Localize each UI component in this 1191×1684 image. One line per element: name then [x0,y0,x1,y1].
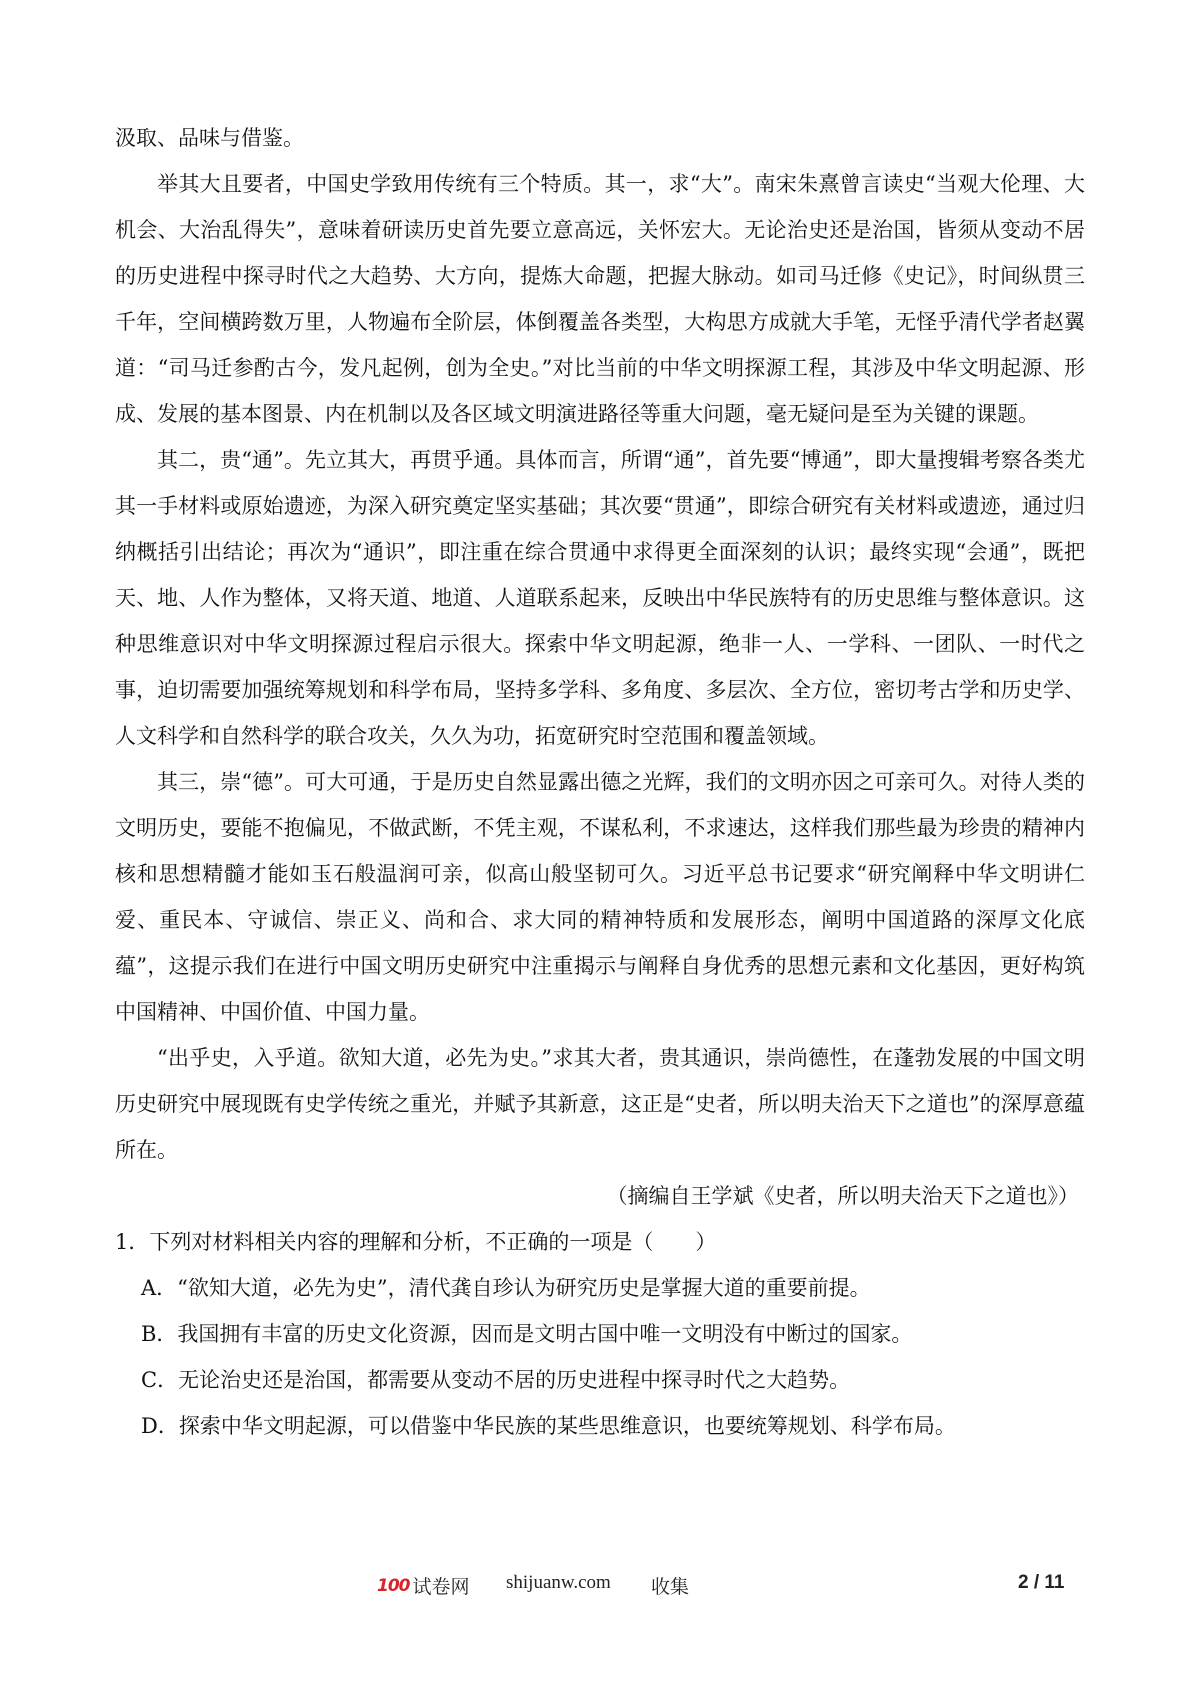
paragraph-1: 汲取、品味与借鉴。 [115,126,304,150]
collect-label: 收集 [651,1577,690,1598]
option-d: D．探索中华文明起源，可以借鉴中华民族的某些思维意识，也要统筹规划、科学布局。 [141,1414,956,1438]
logo-mark: 100 [377,1575,410,1596]
logo-text: 试卷网 [412,1577,470,1598]
question-stem: 1．下列对材料相关内容的理解和分析，不正确的一项是（ ） [115,1230,717,1254]
paragraph-4: 其三，崇“德”。可大可通，于是历史自然显露出德之光辉，我们的文明亦因之可亲可久。对待人类的文明历史，要能不抱偏见，不做武断，不凭主观，不谋私利，不求速达，这样我们那些最为珍贵的精神内核和思想精髓才能如玉石般温润可亲，似高山般坚韧可久。习近平总书记要求“研究阐释中华文明讲仁爱、重民本、守诚信、崇正义、尚和合、求大同的精神特质和发展形态，阐明中国道路的深厚文化底蕴”，这提示我们在进行中国文明历史研究中注重揭示与阐释自身优秀的思想元素和文化基因，更好构筑中国精神、中国价值、中国力量。 [115,770,1085,1024]
page-footer [0,1572,1191,1602]
paragraph-2: 举其大且要者，中国史学致用传统有三个特质。其一，求“大”。南宋朱熹曾言读史“当观大伦理、大机会、大治乱得失”，意味着研读历史首先要立意高远，关怀宏大。无论治史还是治国，皆须从变动不居的历史进程中探寻时代之大趋势、大方向，提炼大命题，把握大脉动。如司马迁修《史记》，时间纵贯三千年，空间横跨数万里，人物遍布全阶层，体倒覆盖各类型，大构思方成就大手笔，无怪乎清代学者赵翼道：“司马迁参酌古今，发凡起例，创为全史。”对比当前的中华文明探源工程，其涉及中华文明起源、形成、发展的基本图景、内在机制以及各区域文明演进路径等重大问题，毫无疑问是至为关键的课题。 [115,172,1085,426]
paragraph-5: “出乎史，入乎道。欲知大道，必先为史。”求其大者，贵其通识，崇尚德性，在蓬勃发展的中国文明历史研究中展现既有史学传统之重光，并赋予其新意，这正是“史者，所以明夫治天下之道也”的深厚意蕴所在。 [115,1046,1085,1162]
site-logo [377,1572,470,1599]
source-citation: （摘编自王学斌《史者，所以明夫治天下之道也》） [606,1184,1079,1208]
article-body [115,115,1085,1449]
option-b: B．我国拥有丰富的历史文化资源，因而是文明古国中唯一文明没有中断过的国家。 [141,1322,913,1346]
paragraph-3: 其二，贵“通”。先立其大，再贯乎通。具体而言，所谓“通”，首先要“博通”，即大量搜辑考察各类尤其一手材料或原始遗迹，为深入研究奠定坚实基础；其次要“贯通”，即综合研究有关材料或遗迹，通过归纳概括引出结论；再次为“通识”，即注重在综合贯通中求得更全面深刻的认识；最终实现“会通”，既把天、地、人作为整体，又将天道、地道、人道联系起来，反映出中华民族特有的历史思维与整体意识。这种思维意识对中华文明探源过程启示很大。探索中华文明起源，绝非一人、一学科、一团队、一时代之事，迫切需要加强统筹规划和科学布局，坚持多学科、多角度、多层次、全方位，密切考古学和历史学、人文科学和自然科学的联合攻关，久久为功，拓宽研究时空范围和覆盖领域。 [115,448,1085,748]
option-c: C．无论治史还是治国，都需要从变动不居的历史进程中探寻时代之大趋势。 [141,1368,851,1392]
option-a: A．“欲知大道，必先为史”，清代龚自珍认为研究历史是掌握大道的重要前提。 [141,1276,871,1300]
page-number: 2 / 11 [1018,1572,1065,1593]
site-url: shijuanw.com [506,1572,611,1593]
